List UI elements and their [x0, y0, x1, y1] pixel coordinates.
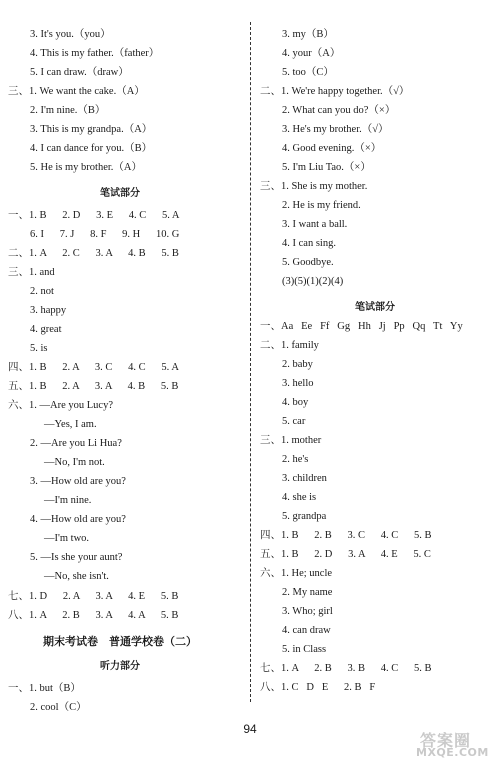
- answer-line: —No, she isn't.: [44, 571, 109, 582]
- answer-line: —I'm two.: [44, 533, 90, 544]
- answer-line: 八、1. C D E 2. B F: [260, 682, 376, 693]
- section-heading: 笔试部分: [355, 302, 395, 313]
- answer-line: 3. children: [282, 473, 327, 484]
- answer-line: 一、Aa Ee Ff Gg Hh Jj Pp Qq Tt Yy: [260, 321, 463, 332]
- answer-line: 3. Who; girl: [282, 606, 333, 617]
- answer-line: 2. —Are you Li Hua?: [30, 438, 122, 449]
- answer-line: 6. I 7. J 8. F 9. H 10. G: [30, 229, 180, 240]
- answer-line: 五、1. B 2. A 3. A 4. B 5. B: [8, 381, 179, 392]
- answer-line: 二、1. A 2. C 3. A 4. B 5. B: [8, 248, 179, 259]
- answer-line: 5. He is my brother.（A）: [30, 162, 142, 173]
- answer-line: 2. he's: [282, 454, 309, 465]
- answer-line: 一、1. but（B）: [8, 683, 81, 694]
- watermark-logo: [412, 728, 496, 760]
- answer-line: 3. —How old are you?: [30, 476, 126, 487]
- answer-line: 四、1. B 2. B 3. C 4. C 5. B: [260, 530, 432, 541]
- answer-line: 三、1. mother: [260, 435, 322, 446]
- answer-line: —Yes, I am.: [44, 419, 97, 430]
- answer-line: 4. This is my father.（father）: [30, 48, 160, 59]
- answer-line: 2. not: [30, 286, 54, 297]
- answer-line: 三、1. and: [8, 267, 55, 278]
- answer-line: 2. What can you do?（×）: [282, 105, 396, 116]
- answer-line: 三、1. She is my mother.: [260, 181, 368, 192]
- answer-line: 5. Goodbye.: [282, 257, 334, 268]
- answer-line: 4. Good evening.（×）: [282, 143, 382, 154]
- answer-line: 3. This is my grandpa.（A）: [30, 124, 153, 135]
- answer-line: 三、1. We want the cake.（A）: [8, 86, 145, 97]
- answer-line: 2. My name: [282, 587, 333, 598]
- answer-line: 3. I want a ball.: [282, 219, 348, 230]
- section-heading: 期末考试卷 普通学校卷（二）: [43, 635, 197, 648]
- section-heading: 听力部分: [100, 661, 140, 672]
- watermark-line1: 答案圈: [420, 731, 472, 750]
- answer-line: 二、1. We're happy together.（√）: [260, 86, 410, 97]
- answer-line: 5. I'm Liu Tao.（×）: [282, 162, 371, 173]
- answer-line: 4. great: [30, 324, 62, 335]
- section-heading: 笔试部分: [100, 188, 140, 199]
- answer-line: 4. boy: [282, 397, 309, 408]
- answer-line: 4. I can sing.: [282, 238, 336, 249]
- answer-line: 4. I can dance for you.（B）: [30, 143, 153, 154]
- answer-line: 5. too（C）: [282, 67, 334, 78]
- answer-line: 5. grandpa: [282, 511, 327, 522]
- answer-line: 4. she is: [282, 492, 317, 503]
- answer-line: 二、1. family: [260, 340, 319, 351]
- answer-line: 五、1. B 2. D 3. A 4. E 5. C: [260, 549, 431, 560]
- answer-line: 八、1. A 2. B 3. A 4. A 5. B: [8, 610, 179, 621]
- answer-line: 5. in Class: [282, 644, 327, 655]
- answer-line: 2. He is my friend.: [282, 200, 361, 211]
- page-number: 94: [243, 722, 257, 736]
- answer-line: 六、1. He; uncle: [260, 568, 333, 579]
- answer-line: 六、1. —Are you Lucy?: [8, 400, 113, 411]
- answer-line: (3)(5)(1)(2)(4): [282, 276, 344, 287]
- answer-line: 5. is: [30, 343, 48, 354]
- answer-line: 3. happy: [30, 305, 67, 316]
- answer-line: 3. hello: [282, 378, 314, 389]
- answer-line: 2. I'm nine.（B）: [30, 105, 106, 116]
- answer-line: 5. I can draw.（draw）: [30, 67, 129, 78]
- answer-line: 4. your（A）: [282, 48, 341, 59]
- answer-line: 5. —Is she your aunt?: [30, 552, 123, 563]
- watermark-line2: MXQE.COM: [416, 746, 489, 759]
- answer-line: 2. baby: [282, 359, 313, 370]
- answer-line: 四、1. B 2. A 3. C 4. C 5. A: [8, 362, 179, 373]
- answer-line: 3. my（B）: [282, 29, 334, 40]
- answer-line: 3. It's you.（you）: [30, 29, 111, 40]
- answer-line: 七、1. A 2. B 3. B 4. C 5. B: [260, 663, 432, 674]
- answer-line: 七、1. D 2. A 3. A 4. E 5. B: [8, 591, 179, 602]
- column-divider: [250, 22, 251, 702]
- answer-line: —No, I'm not.: [44, 457, 105, 468]
- answer-line: 一、1. B 2. D 3. E 4. C 5. A: [8, 210, 180, 221]
- answer-line: 4. can draw: [282, 625, 331, 636]
- answer-line: 3. He's my brother.（√）: [282, 124, 389, 135]
- answer-line: 4. —How old are you?: [30, 514, 126, 525]
- answer-line: 2. cool（C）: [30, 702, 87, 713]
- answer-line: —I'm nine.: [44, 495, 92, 506]
- answer-line: 5. car: [282, 416, 306, 427]
